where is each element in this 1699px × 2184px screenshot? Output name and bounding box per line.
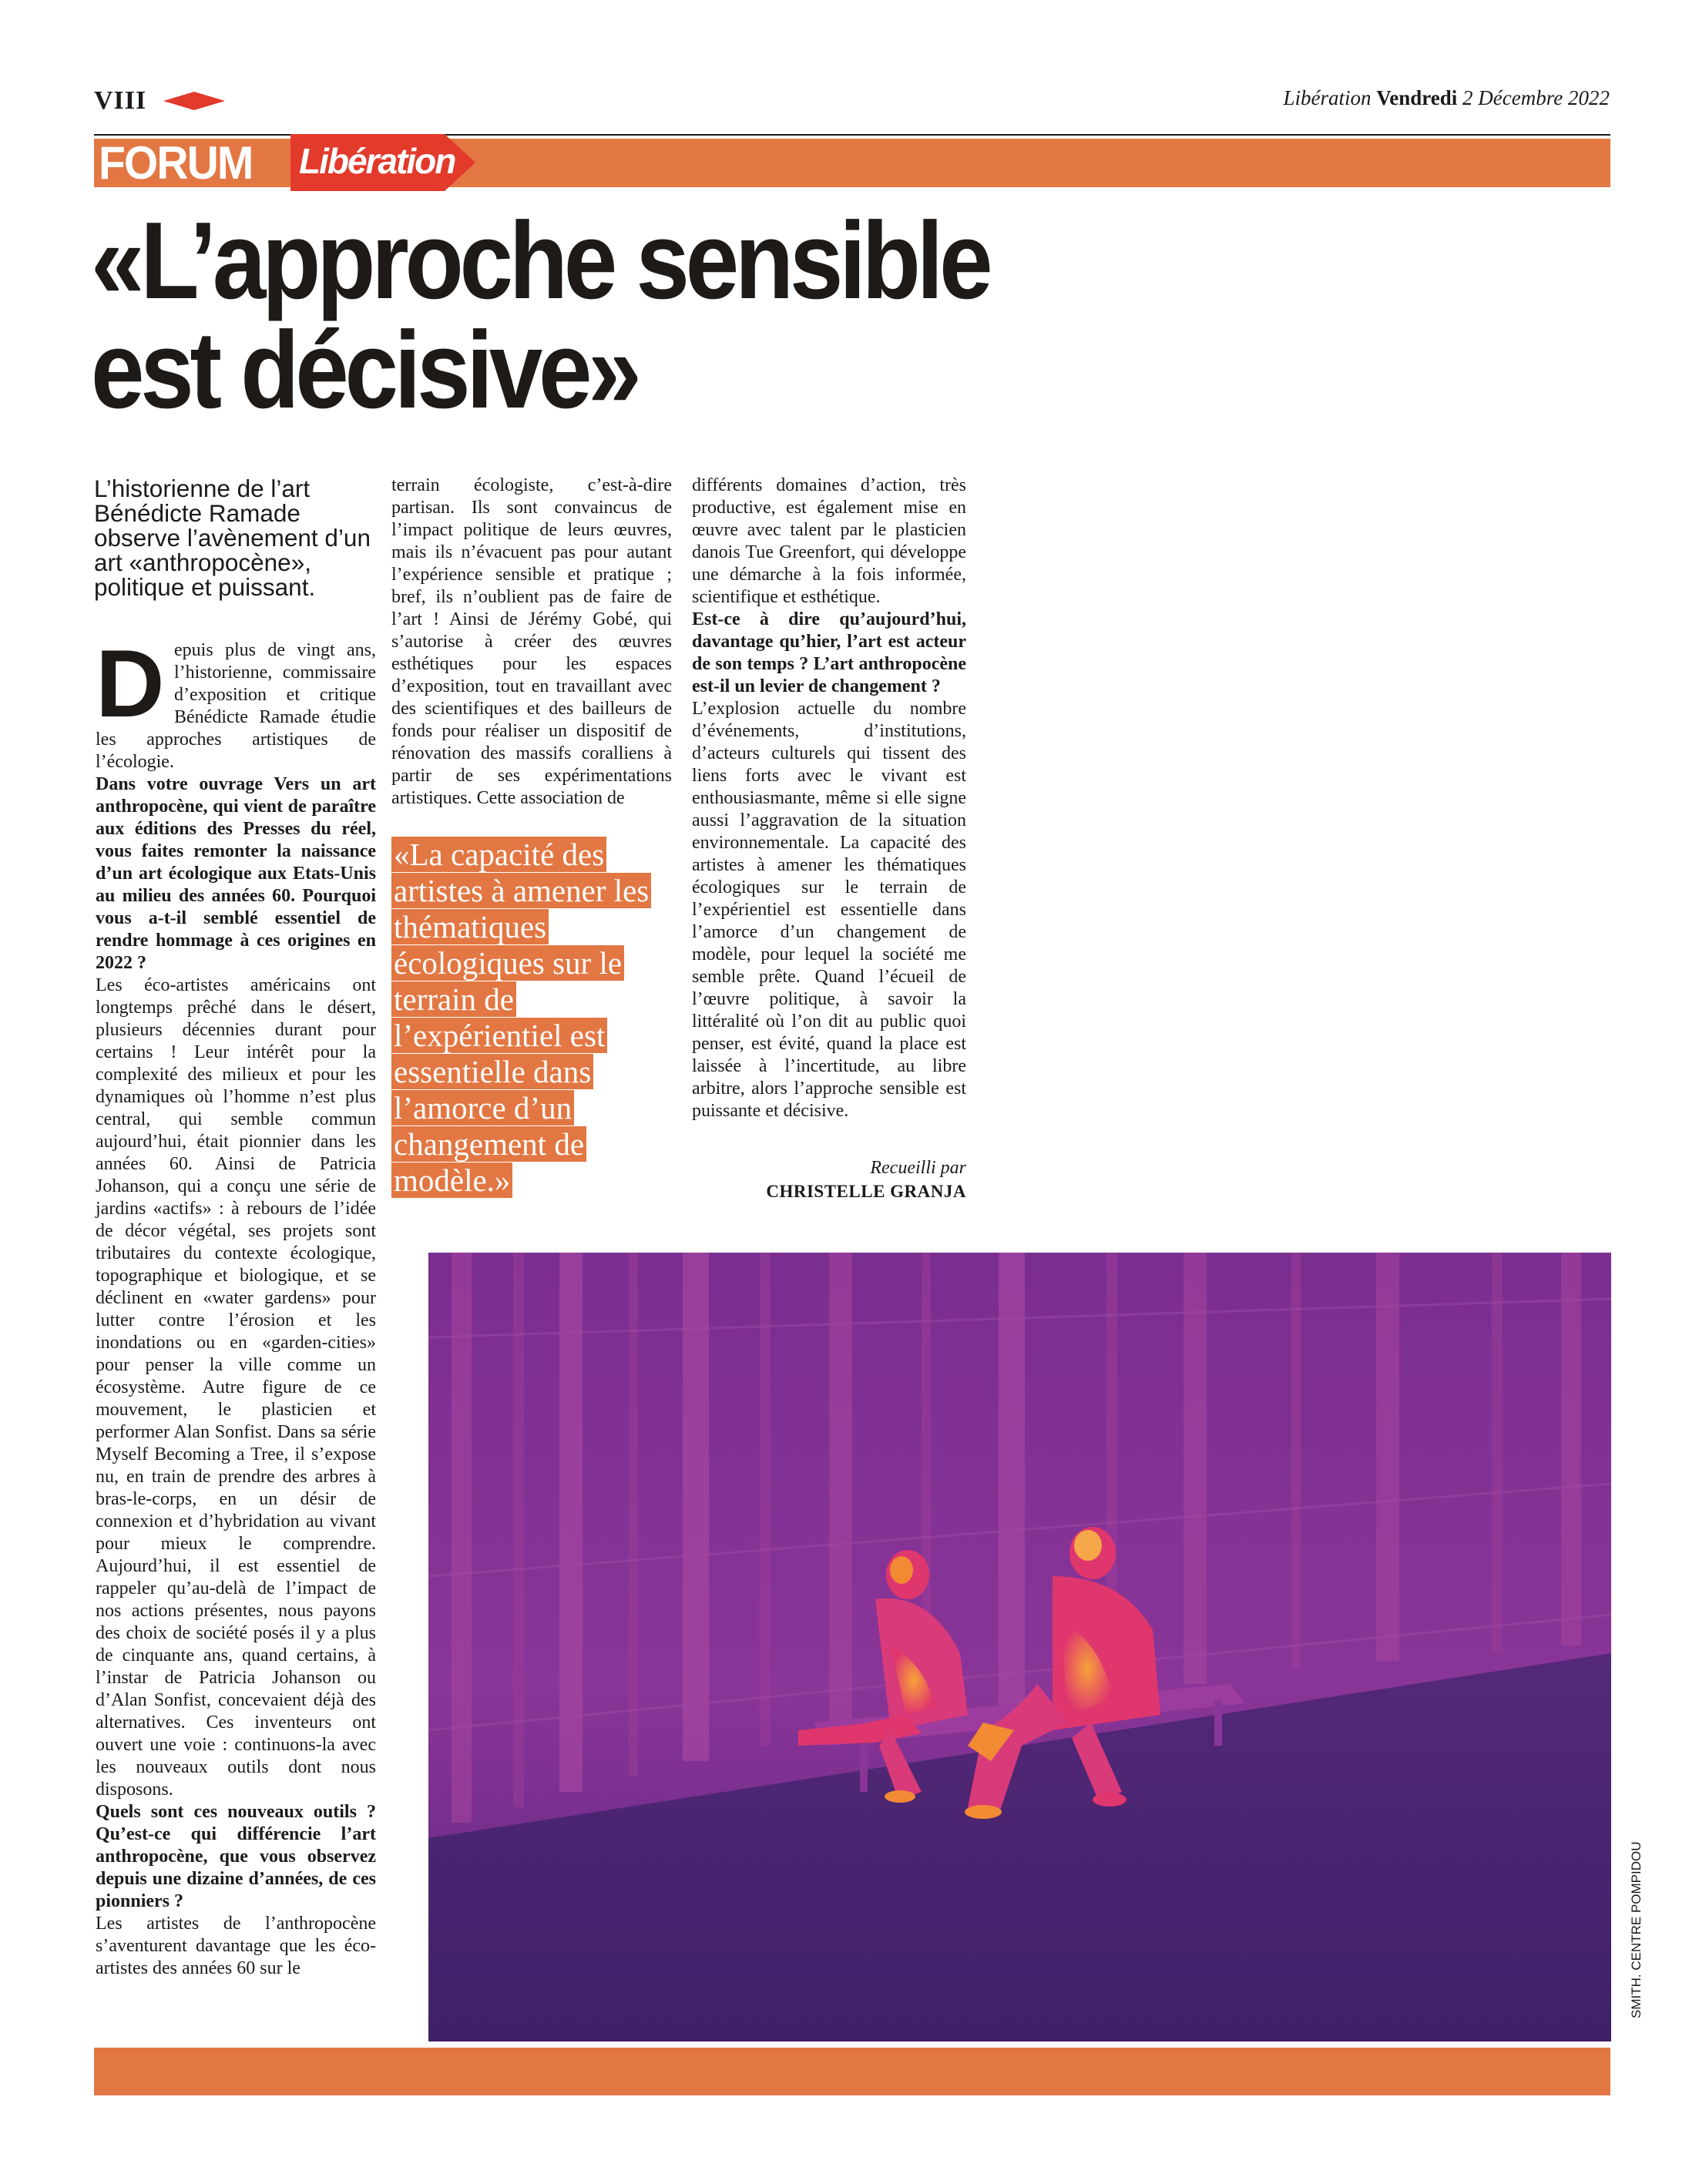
headline [91,200,989,431]
answer-paragraph: différents domaines d’action, très productive, est également mise en œuvre avec talent par le plasticien danois Tue Greenfort, qui développe une démarche à la fois informée, scientifique et esthétique. [692,475,966,607]
footer-band [94,2048,1610,2095]
signature-name: CHRISTELLE GRANJA [766,1182,966,1201]
thermal-photo [428,1253,1611,2041]
pull-quote [391,837,669,1199]
article-column-1 [96,631,376,1980]
question-paragraph: Dans votre ouvrage Vers un art anthropocène, qui vient de paraître aux éditions des Presses du réel, vous faites remonter la naissance d’un art écologique aux Etats-Unis au milieu des années 60. Pourquoi vous a-t-il semblé essentiel de rendre hommage à ces origines en 2022 ? [96,774,376,973]
headline-line-1: «L’approche sensible [91,200,989,322]
signature-intro: Recueilli par [870,1158,966,1178]
answer-paragraph: epuis plus de vingt ans, l’historienne, commissaire d’exposition et critique Bénédicte Ramade étudie les approches artistiques de l’écologie. [96,640,376,772]
dateline-publication: Libération [1283,86,1372,109]
answer-paragraph: Les artistes de l’anthropocène s’aventurent davantage que les éco-artistes des années 60 sur le [96,1914,376,1978]
dateline [1283,86,1610,110]
drop-cap: D [96,631,165,737]
article-column-2 [391,475,672,810]
article-column-3 [692,475,966,1122]
question-paragraph: Quels sont ces nouveaux outils ? Qu’est-ce qui différencie l’art anthropocène, que vous observez depuis une dizaine d’années, de ces pionniers ? [96,1802,376,1911]
question-paragraph: Est-ce à dire qu’aujourd’hui, davantage qu’hier, l’art est acteur de son temps ? L’art anthropocène est-il un levier de changement ? [692,609,966,696]
liberation-logo: Libération [299,141,455,181]
answer-paragraph: L’explosion actuelle du nombre d’événements, d’institutions, d’acteurs culturels qui tissent des liens forts avec le vivant est enthousiasmante, même si elle signe aussi l’aggravation de la situation environnementale. La capacité des artistes à amener les thématiques écologiques sur le terrain de l’expérientiel est essentielle dans l’amorce d’un changement de modèle, pour lequel la société me semble prête. Quand l’écueil de l’œuvre politique, à savoir la littéralité où l’on dit au public quoi penser, est évité, quand la place est laissée à l’incertitude, au libre arbitre, alors l’approche sensible est puissante et décisive. [692,699,966,1121]
pull-quote-text: «La capacité des artistes à amener les thématiques écologiques sur le terrain de l’expérientiel est essentielle dans l’amorce d’un changement de modèle.» [391,837,651,1198]
dateline-date: 2 Décembre 2022 [1462,86,1610,109]
section-title: FORUM [99,137,253,189]
standfirst: L’historienne de l’art Bénédicte Ramade observe l’avènement d’un art «anthropocène», politique et puissant. [94,475,371,601]
folio-diamond-icon [163,92,225,110]
answer-paragraph: terrain écologiste, c’est-à-dire partisan. Ils sont convaincus de l’impact politique de leurs œuvres, mais ils n’évacuent pas pour autant l’expérience sensible et pratique ; bref, ils n’oublient pas de faire de l’art ! Ainsi de Jérémy Gobé, qui s’autorise à créer des œuvres esthétiques pour les espaces d’exposition, tout en travaillant avec des scientifiques et des bailleurs de fonds pour réaliser un dispositif de rénovation des massifs coralliens à partir de ses expérimentations artistiques. Cette association de [391,475,672,808]
headline-line-2: est décisive» [91,309,638,431]
dateline-day: Vendredi [1376,86,1458,109]
page-folio: VIII [94,86,147,115]
answer-paragraph: Les éco-artistes américains ont longtemps prêché dans le désert, plusieurs décennies durant pour certains ! Leur intérêt pour la complexité des milieux et pour les dynamiques où l’homme n’est plus central, qui semble commun aujourd’hui, était pionnier dans les années 60. Ainsi de Patricia Johanson, qui a conçu une série de jardins «actifs» : à rebours de l’idée de décor végétal, ses projets sont tributaires du contexte écologique, topographique et biologique, et se déclinent en «water gardens» pour lutter contre l’érosion et les inondations ou en «garden-cities» pour penser la ville comme un écosystème. Autre figure de ce mouvement, le plasticien et performer Alan Sonfist. Dans sa série Myself Becoming a Tree, il s’expose nu, en train de prendre des arbres à bras-le-corps, en un désir de connexion et d’hybridation au vivant pour mieux le comprendre. Aujourd’hui, il est essentiel de rappeler qu’au-delà de l’impact de nos actions présentes, nous payons des choix de société posés il y a plus de cinquante ans, quand certains, à l’instar de Patricia Johanson ou d’Alan Sonfist, concevaient déjà des alternatives. Ces inventeurs ont ouvert une voie : continuons-la avec les nouveaux outils dont nous disposons. [96,975,376,1800]
photo-credit: SMITH. CENTRE POMPIDOU [1629,1841,1644,2018]
